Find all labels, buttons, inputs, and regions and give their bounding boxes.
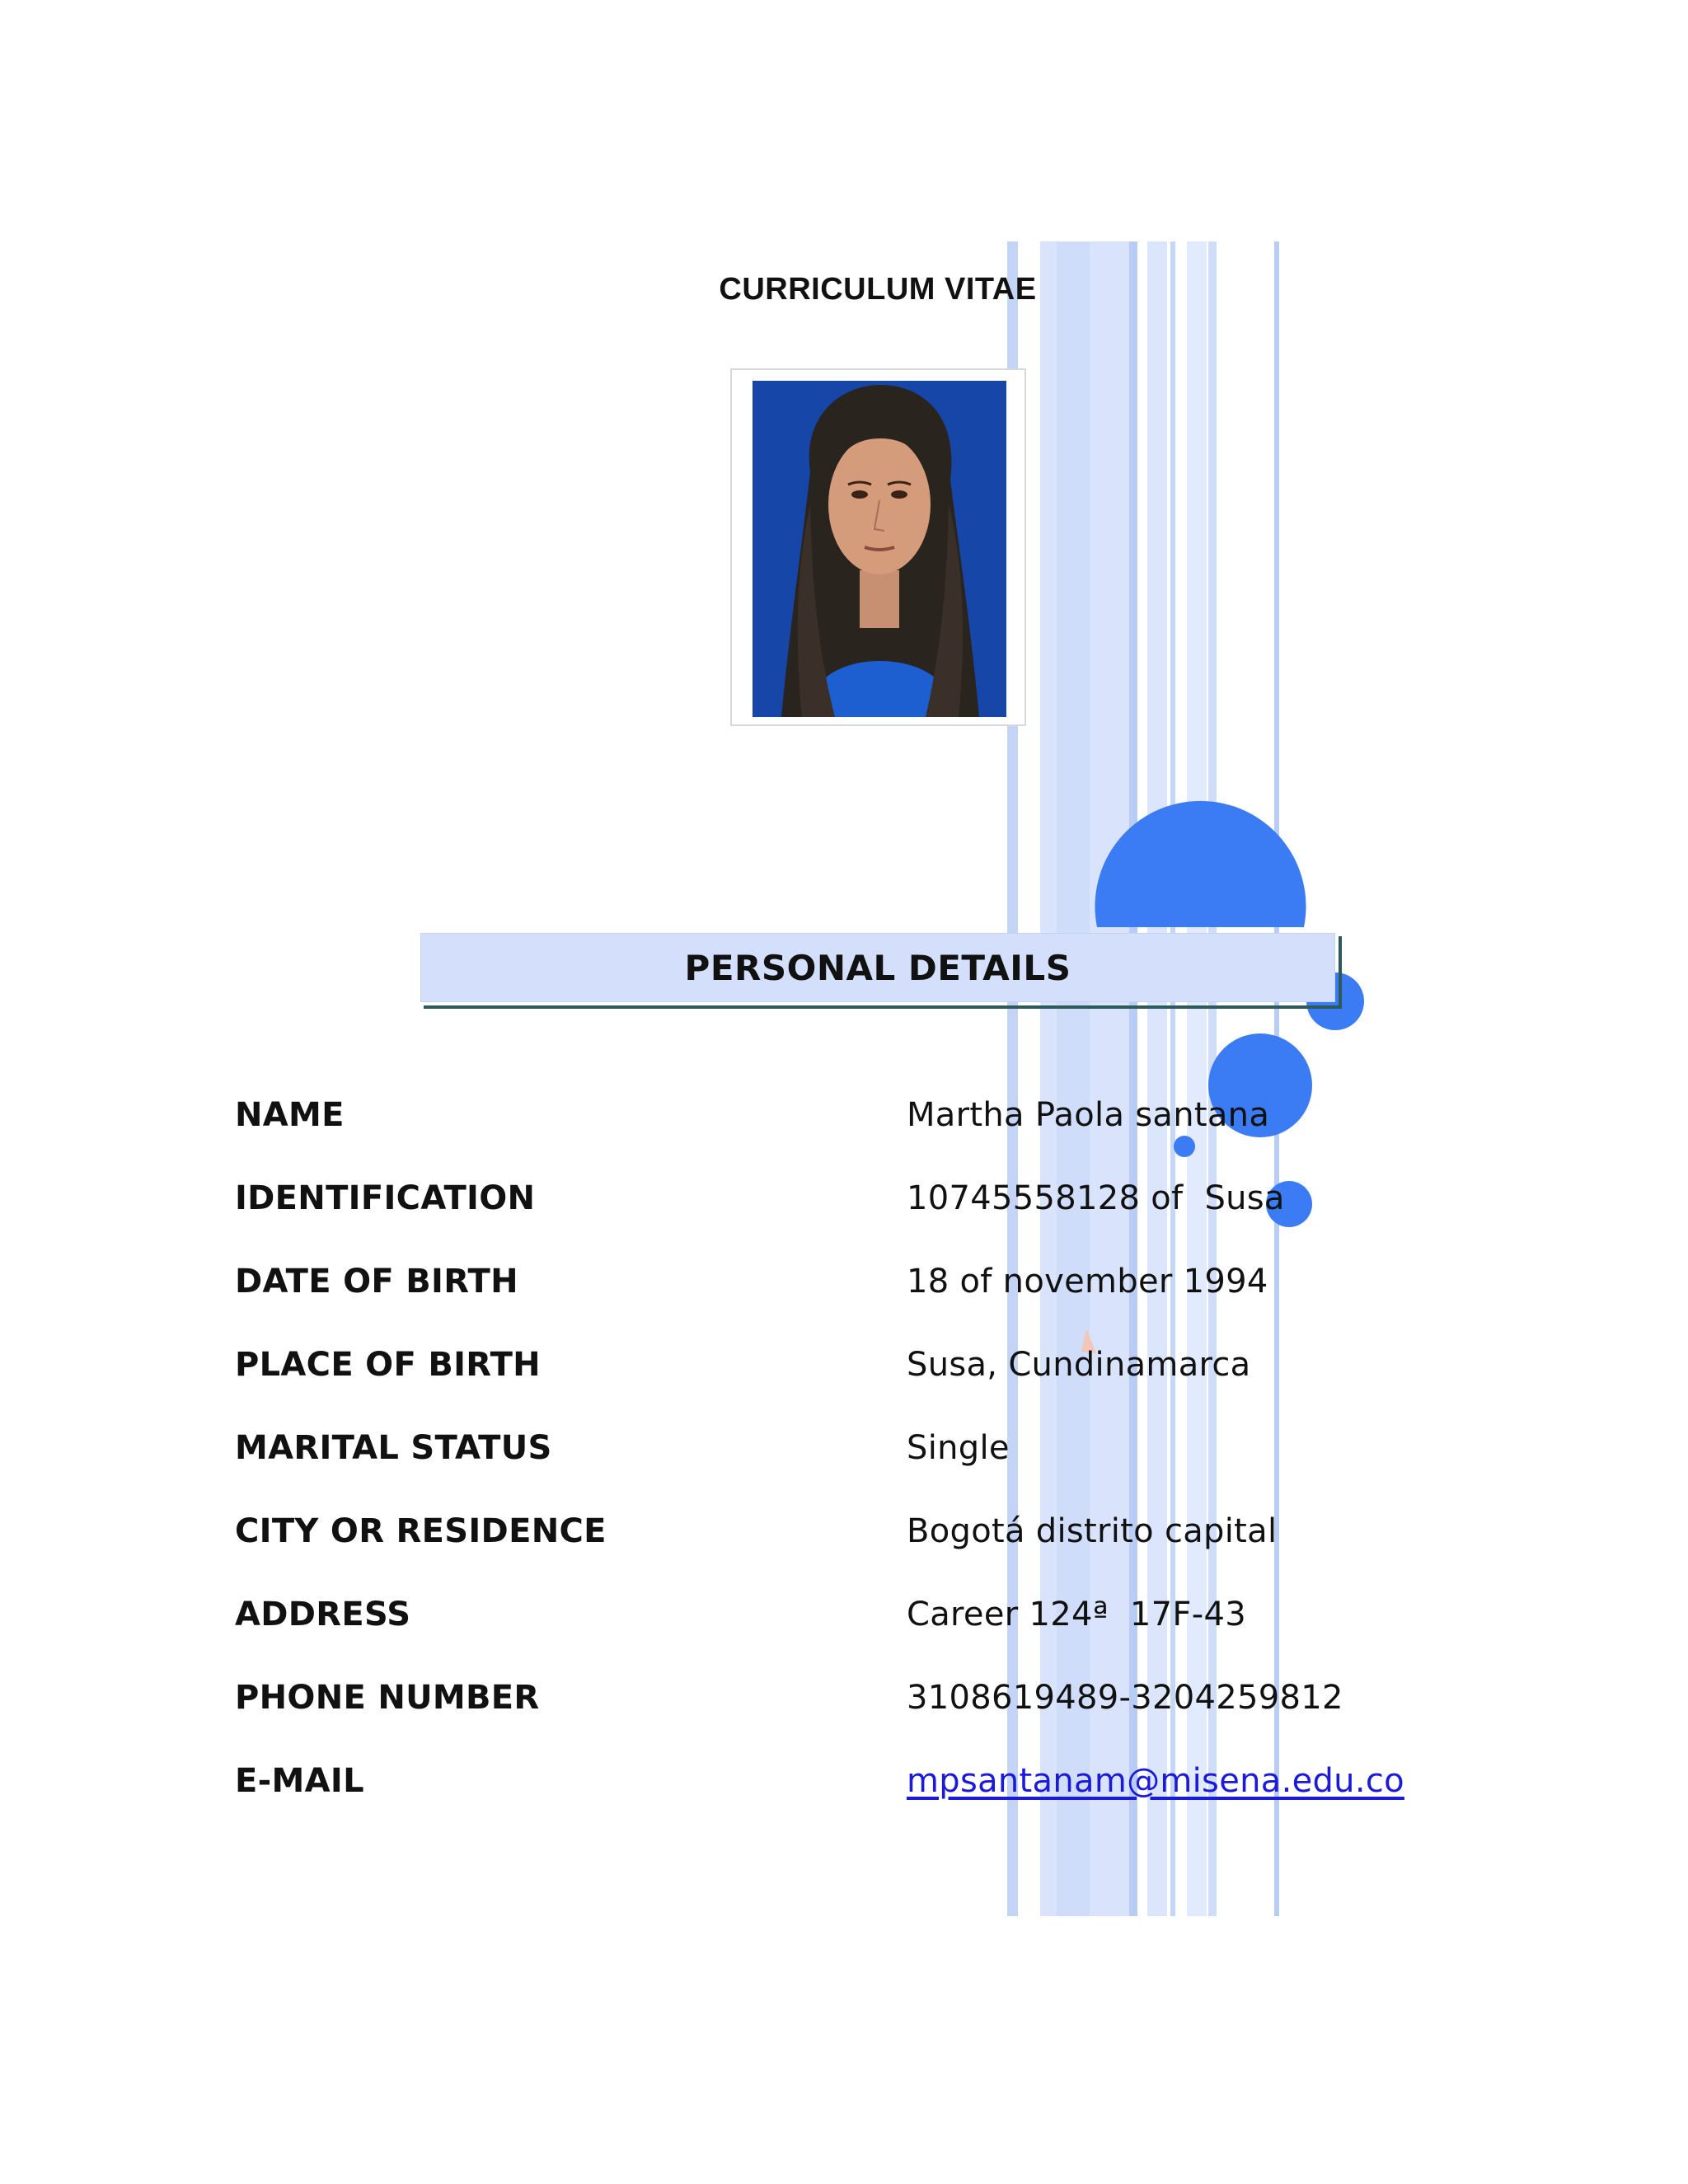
detail-row-name <box>235 1096 1471 1179</box>
detail-row-date-of-birth <box>235 1263 1471 1346</box>
detail-label: MARITAL STATUS <box>235 1429 552 1467</box>
section-header-personal-details <box>420 933 1335 1002</box>
detail-label: DATE OF BIRTH <box>235 1263 518 1301</box>
detail-row-phone-number <box>235 1679 1471 1762</box>
detail-label: IDENTIFICATION <box>235 1179 536 1217</box>
detail-label: PLACE OF BIRTH <box>235 1346 541 1384</box>
detail-label: ADDRESS <box>235 1596 411 1633</box>
personal-details-list <box>235 1096 1471 1845</box>
detail-value: 18 of november 1994 <box>907 1263 1268 1301</box>
document-title: CURRICULUM VITAE <box>719 272 1037 307</box>
detail-value: Single <box>907 1429 1010 1467</box>
detail-value: Career 124ª 17F-43 <box>907 1596 1246 1633</box>
detail-label: PHONE NUMBER <box>235 1679 540 1717</box>
detail-value: Susa, Cundinamarca <box>907 1346 1251 1384</box>
detail-label: CITY OR RESIDENCE <box>235 1512 607 1550</box>
detail-value: Martha Paola santana <box>907 1096 1270 1134</box>
detail-row-city-of-residence <box>235 1512 1471 1596</box>
email-link[interactable]: mpsantanam@misena.edu.co <box>907 1762 1404 1800</box>
detail-row-email <box>235 1762 1471 1845</box>
detail-value: 10745558128 of Susa <box>907 1179 1285 1217</box>
detail-row-address <box>235 1596 1471 1679</box>
detail-label: NAME <box>235 1096 345 1134</box>
detail-row-identification <box>235 1179 1471 1263</box>
detail-label: E-MAIL <box>235 1762 364 1800</box>
detail-value: 3108619489-3204259812 <box>907 1679 1343 1717</box>
detail-row-marital-status <box>235 1429 1471 1512</box>
section-title: PERSONAL DETAILS <box>684 947 1071 988</box>
detail-value: Bogotá distrito capital <box>907 1512 1278 1550</box>
detail-row-place-of-birth <box>235 1346 1471 1429</box>
